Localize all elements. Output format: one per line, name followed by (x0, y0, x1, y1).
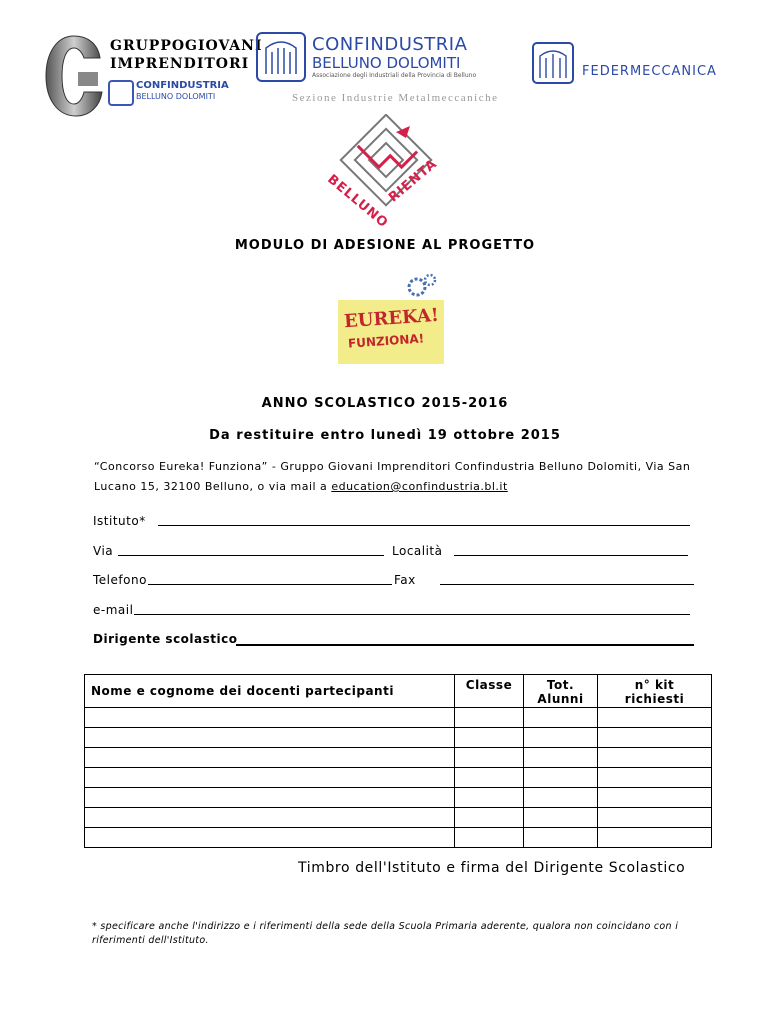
localita-label: Località (392, 544, 443, 558)
instructions-line2 (94, 480, 508, 493)
table-cell[interactable] (598, 768, 712, 788)
email-link[interactable]: education@confindustria.bl.it (331, 480, 508, 493)
table-cell[interactable] (524, 748, 598, 768)
table-cell[interactable] (524, 768, 598, 788)
istituto-field[interactable] (158, 515, 690, 526)
col-alunni-line1: Tot. (546, 678, 575, 692)
via-label: Via (93, 544, 114, 558)
bellunorienta-logo (324, 114, 446, 232)
confindustria-emblem-icon (256, 32, 306, 82)
conf-tagline: Associazione degli Industriali della Provincia di Belluno (312, 72, 477, 79)
gears-icon (406, 272, 438, 298)
via-field[interactable] (118, 545, 384, 556)
table-cell[interactable] (85, 768, 455, 788)
belluno-text: BELLUNO (324, 172, 391, 232)
col-nome-header: Nome e cognome dei docenti partecipanti (85, 675, 455, 708)
table-cell[interactable] (455, 728, 524, 748)
table-cell[interactable] (85, 828, 455, 848)
table-cell[interactable] (455, 828, 524, 848)
instructions-prefix: Lucano 15, 32100 Belluno, o via mail a (94, 480, 332, 493)
table-cell[interactable] (455, 768, 524, 788)
table-cell[interactable] (524, 808, 598, 828)
federmeccanica-logo (532, 42, 742, 86)
signature-text: Timbro dell'Istituto e firma del Dirigente Scolastico (298, 860, 686, 876)
gg-logo-line1: GRUPPOGIOVANI (110, 38, 263, 54)
table-row (85, 808, 712, 828)
table-cell[interactable] (455, 788, 524, 808)
dirigente-label: Dirigente scolastico (93, 632, 238, 646)
gg-emblem-icon (44, 32, 104, 118)
table-header-row (85, 675, 712, 708)
table-cell[interactable] (85, 808, 455, 828)
table-row (85, 768, 712, 788)
table-cell[interactable] (598, 728, 712, 748)
fed-logo-text: FEDERMECCANICA (582, 64, 717, 79)
table-row (85, 728, 712, 748)
email-label: e-mail (93, 603, 134, 617)
instructions-line1: “Concorso Eureka! Funziona” - Gruppo Giovani Imprenditori Confindustria Belluno Dolomiti, Via San (94, 460, 691, 473)
deadline-text: Da restituire entro lunedì 19 ottobre 2015 (209, 428, 561, 443)
col-alunni-header (524, 675, 598, 708)
table-row (85, 748, 712, 768)
footnote-line2: riferimenti dell'Istituto. (92, 935, 209, 946)
col-classe-header: Classe (455, 675, 524, 708)
col-alunni-line2: Alunni (537, 692, 584, 706)
localita-field[interactable] (454, 545, 688, 556)
table-cell[interactable] (85, 788, 455, 808)
eureka-logo (338, 272, 448, 366)
col-kit-line1: n° kit (634, 678, 675, 692)
anno-scolastico: ANNO SCOLASTICO 2015-2016 (261, 396, 509, 411)
gg-sub-line2: BELLUNO DOLOMITI (136, 92, 216, 101)
table-cell[interactable] (524, 728, 598, 748)
gruppo-giovani-logo (44, 32, 263, 118)
eureka-line1: EUREKA! (343, 304, 440, 333)
footnote-line1: * specificare anche l'indirizzo e i riferimenti della sede della Scuola Primaria aderente, qualora non coincidano con i (92, 921, 679, 932)
table-cell[interactable] (85, 708, 455, 728)
federmeccanica-emblem-icon (532, 42, 574, 84)
table-row (85, 828, 712, 848)
telefono-field[interactable] (148, 574, 392, 585)
telefono-label: Telefono (93, 573, 147, 587)
sezione-text: Sezione Industrie Metalmeccaniche (292, 92, 499, 104)
eureka-line2: FUNZIONA! (347, 331, 425, 351)
table-cell[interactable] (598, 748, 712, 768)
table-cell[interactable] (598, 708, 712, 728)
email-field[interactable] (134, 604, 690, 615)
col-kit-header (598, 675, 712, 708)
fax-label: Fax (394, 573, 416, 587)
table-cell[interactable] (455, 808, 524, 828)
gg-mini-emblem-icon (108, 80, 134, 106)
page-title: MODULO DI ADESIONE AL PROGETTO (234, 238, 536, 253)
table-cell[interactable] (455, 708, 524, 728)
table-cell[interactable] (524, 828, 598, 848)
istituto-label: Istituto* (93, 514, 146, 528)
gg-logo-line2: IMPRENDITORI (110, 56, 250, 72)
gg-sub-line1: CONFINDUSTRIA (136, 80, 229, 91)
table-row (85, 708, 712, 728)
table-cell[interactable] (524, 708, 598, 728)
confindustria-logo (256, 32, 476, 84)
table-cell[interactable] (598, 788, 712, 808)
orienta-text: RIENTA (386, 156, 441, 206)
col-kit-line2: richiesti (624, 692, 685, 706)
table-cell[interactable] (455, 748, 524, 768)
table-row (85, 788, 712, 808)
table-cell[interactable] (85, 728, 455, 748)
conf-logo-line1: CONFINDUSTRIA (312, 34, 468, 55)
dirigente-field[interactable] (236, 634, 694, 646)
table-cell[interactable] (85, 748, 455, 768)
table-cell[interactable] (598, 828, 712, 848)
table-cell[interactable] (598, 808, 712, 828)
docenti-table (84, 674, 712, 848)
table-cell[interactable] (524, 788, 598, 808)
conf-logo-line2: BELLUNO DOLOMITI (312, 54, 461, 72)
fax-field[interactable] (440, 574, 694, 585)
